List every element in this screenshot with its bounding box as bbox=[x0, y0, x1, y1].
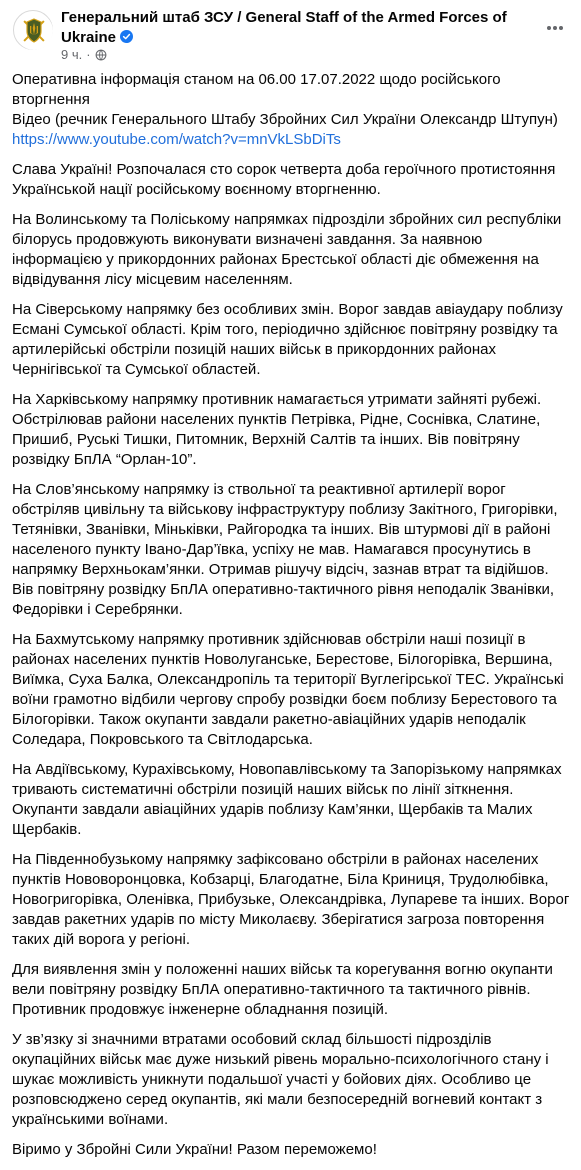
report-headline: Оперативна інформація станом на 06.00 17.07.2022 щодо російського вторгнення bbox=[12, 71, 505, 108]
globe-icon[interactable] bbox=[95, 49, 107, 61]
page-name-text: Генеральний штаб ЗСУ / General Staff of the Armed Forces of Ukraine bbox=[61, 9, 507, 46]
paragraph-bakhmut: На Бахмутському напрямку противник здійснював обстріли наші позиції в районах населених пунктів Новолуганське, Берестове, Білогорівка, Вершина, Виїмка, Суха Балка, Олександропіль та території Вуглегірської ТЕС. Українські воїни грамотно відбили чергову спробу розвідки боєм поблизу Берестового та Білогорівки. Також окупанти завдали ракетно-авіаційних ударів неподалік Соледара, Покровського та Світлодарська. bbox=[12, 631, 568, 748]
paragraph-kharkiv: На Харківському напрямку противник намагається утримати зайняті рубежі. Обстрілював райони населених пунктів Петрівка, Рідне, Соснівка, Слатине, Пришиб, Руські Тишки, Питомник, Верхній Салтів та інших. Вів повітряну розвідку БпЛА “Орлан-10”. bbox=[12, 391, 546, 468]
more-options-button[interactable] bbox=[537, 10, 573, 46]
intro-paragraph bbox=[12, 70, 572, 150]
paragraph-avdiivka: На Авдіївському, Курахівському, Новопавлівському та Запорізькому напрямках тривають систематичні обстріли позицій наших військ по лінії зіткнення. Окупанти завдали авіаційних ударів поблизу Кам’янки, Щербаків та Малих Щербаків. bbox=[12, 761, 566, 838]
paragraph-siversk: На Сіверському напрямку без особливих змін. Ворог завдав авіаудару поблизу Есмані Сумської області. Крім того, періодично здійснює повітряну розвідку та артилерійські обстріли позицій наших військ в прикордонних районах Чернігівської та Сумської областей. bbox=[12, 301, 567, 378]
post-text bbox=[12, 70, 572, 1170]
paragraph-volyn-polissia: На Волинському та Поліському напрямках підрозділи збройних сил республіки білорусь продовжують виконувати визначені завдання. За наявною інформацією у прикордонних районах Брестської області діє обмеження на відвідування лісу місцевим населенням. bbox=[12, 211, 566, 288]
video-caption: Відео (речник Генерального Штабу Збройних Сил України Олександр Штупун) bbox=[12, 111, 558, 128]
post-header bbox=[0, 0, 581, 68]
verified-badge-icon bbox=[120, 30, 133, 43]
youtube-link[interactable]: https://www.youtube.com/watch?v=mnVkLSbDiTs bbox=[12, 131, 341, 148]
page-name-link[interactable] bbox=[61, 8, 516, 48]
page-avatar[interactable] bbox=[13, 10, 53, 50]
paragraph-recon: Для виявлення змін у положенні наших військ та корегування вогню окупанти вели повітряну розвідку БпЛА оперативно-тактичного та тактичного рівнів. Противник продовжує інженерне обладнання позицій. bbox=[12, 961, 557, 1018]
paragraph-pivdennyi-buh: На Південнобузькому напрямку зафіксовано обстріли в районах населених пунктів Нововоронцовка, Кобзарці, Благодатне, Біла Криниця, Трудолюбівка, Новогригорівка, Оленівка, Прибузьке, Олександрівка, Лупареве та інших. Ворог завдав ракетних ударів по місту Миколаєву. Зберігатися загроза повторення таких дій ворога у регіоні. bbox=[12, 851, 574, 948]
paragraph-greeting: Слава Україні! Розпочалася сто сорок четверта доба героїчного протистояння Українськой нації російському воєнному вторгненню. bbox=[12, 161, 560, 198]
paragraph-sloviansk: На Слов’янському напрямку із ствольної та реактивної артилерії ворог обстріляв цивільну та військову інфраструктуру поблизу Закітного, Григорівки, Тетянівки, Званівки, Міньківки, Райгородка та інших. Вів штурмові дії в районі населеного пункту Івано-Дар’ївка, успіху не мав. Намагався просунутись в напрямку Верхньокам’янки. Отримав рішучу відсіч, зазнав втрат та відійшов. Вів повітряну розвідку БпЛА оперативно-тактичного рівня неподалік Званівки, Федорівки і Серебрянки. bbox=[12, 481, 562, 618]
coat-of-arms-emblem bbox=[14, 11, 54, 51]
paragraph-morale: У зв’язку зі значними втратами особовий склад більшості підрозділів окупаційних військ має дуже низький рівень морально-психологічного стану і шукає можливість уникнути подальшої участі у бойових діях. Особливо це розповсюджено серед окупантів, які мали безпосередній вогневий контакт з українськими воїнами. bbox=[12, 1031, 553, 1128]
post-timestamp[interactable]: 9 ч. bbox=[61, 47, 83, 62]
more-horizontal-icon bbox=[545, 18, 565, 38]
paragraph-closing: Віримо у Збройні Сили України! Разом переможемо! bbox=[12, 1141, 377, 1158]
meta-separator: · bbox=[86, 47, 91, 62]
post-meta bbox=[61, 47, 107, 63]
